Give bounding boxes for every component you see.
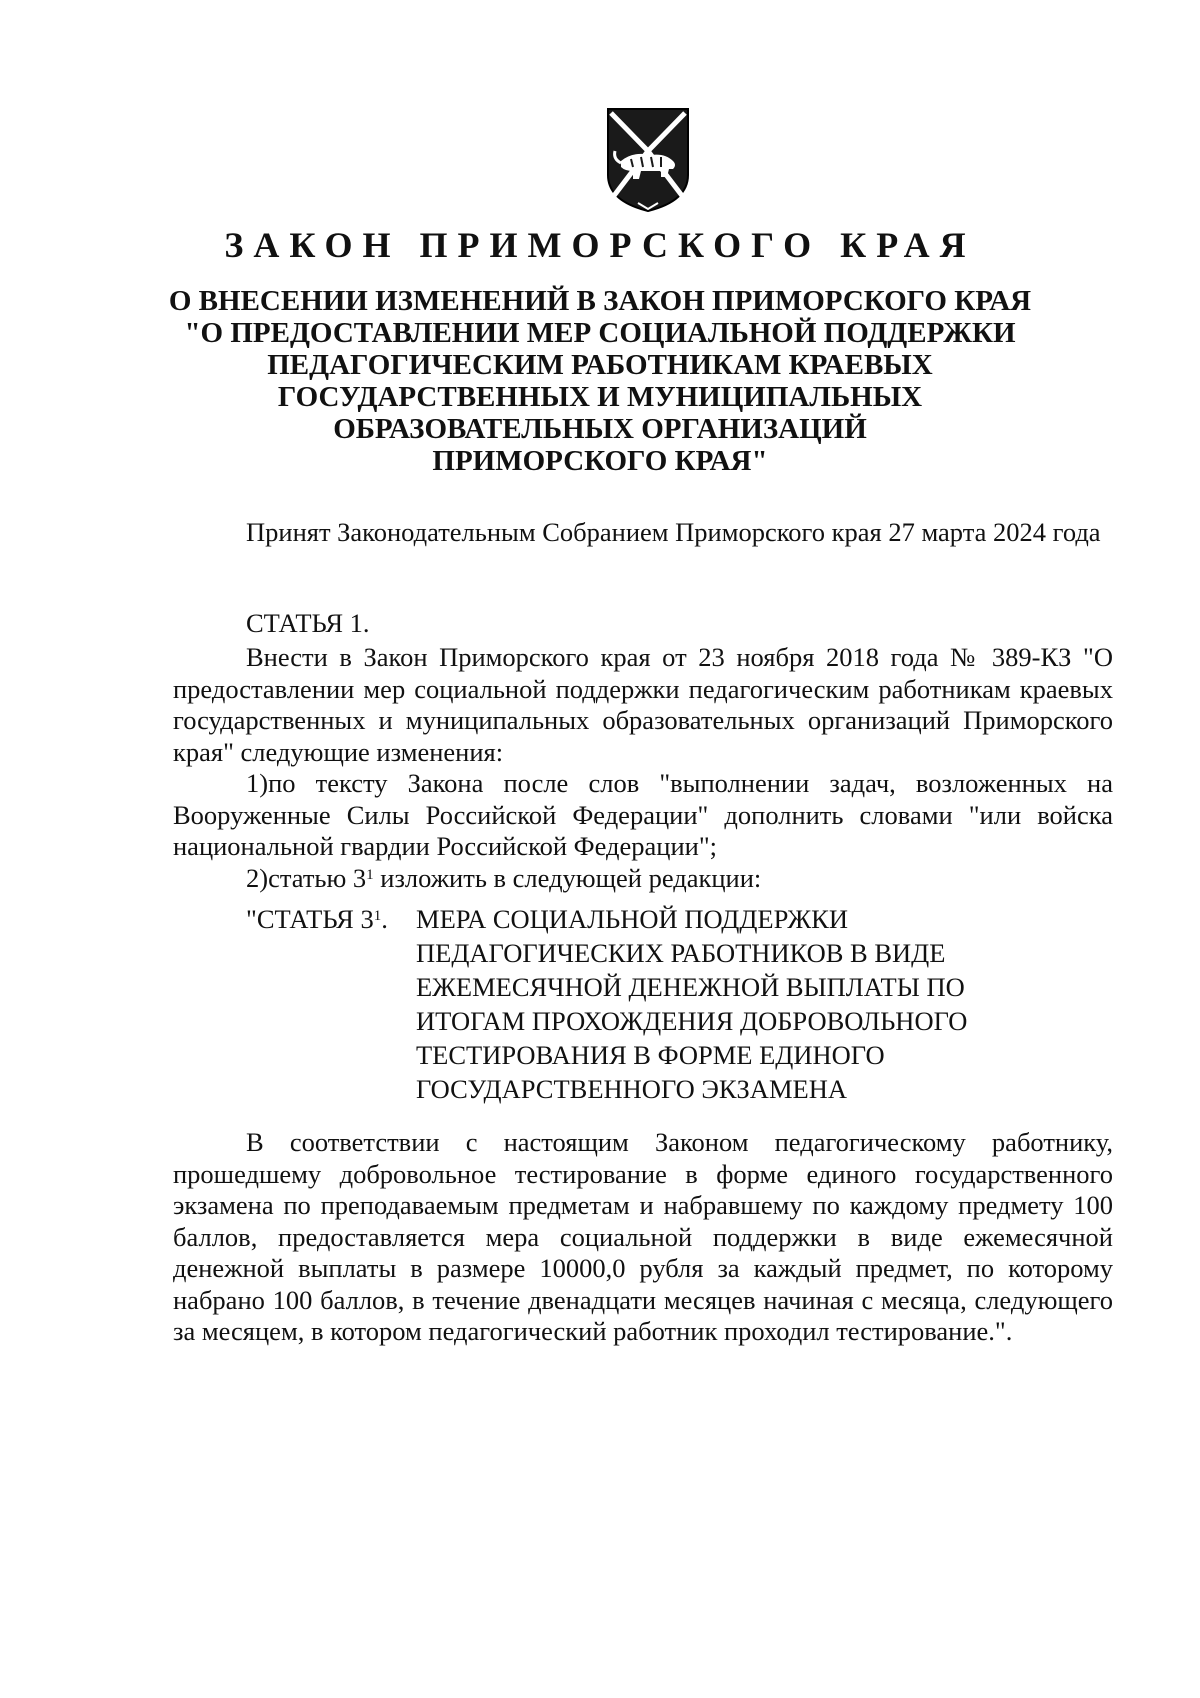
new-article-label-suffix: . — [381, 904, 388, 934]
article-1-item-2 — [173, 863, 1113, 895]
subtitle-line: ОБРАЗОВАТЕЛЬНЫХ ОРГАНИЗАЦИЙ — [333, 413, 867, 445]
item-2-superscript: 1 — [366, 866, 374, 883]
primorsky-krai-coat-of-arms-icon — [603, 105, 693, 215]
new-article-label — [246, 902, 388, 936]
adoption-note: Принят Законодательным Собранием Приморского края 27 марта 2024 года — [246, 517, 1101, 547]
law-subtitle — [150, 285, 1050, 477]
subtitle-line: ГОСУДАРСТВЕННЫХ И МУНИЦИПАЛЬНЫХ — [277, 381, 923, 413]
new-article-paragraph: В соответствии с настоящим Законом педагогическому работнику, прошедшему добровольное тестирование в форме единого государственного экзамена по преподаваемым предметам и набравшему по каждому предмету 100 баллов, предоставляется мера социальной поддержки в виде ежемесячной денежной выплаты в размере 10000,0 рубля за каждый предмет, по которому набрано 100 баллов, в течение двенадцати месяцев начиная с месяца, следующего за месяцем, в котором педагогический работник проходил тестирование.". — [173, 1127, 1113, 1346]
article-1-body — [173, 642, 1113, 894]
article-1-item-1: 1)по тексту Закона после слов "выполнении задач, возложенных на Вооруженные Силы Российской Федерации" дополнить словами "или войска национальной гвардии Российской Федерации"; — [173, 768, 1113, 861]
article-1-intro: Внести в Закон Приморского края от 23 ноября 2018 года № 389-КЗ "О предоставлении мер социальной поддержки педагогическим работникам краевых государственных и муниципальных образовательных организаций Приморского края" следующие изменения: — [173, 642, 1113, 767]
new-article-title-line: ГОСУДАРСТВЕННОГО ЭКЗАМЕНА — [416, 1074, 847, 1104]
article-1-heading: СТАТЬЯ 1. — [246, 608, 370, 638]
new-article-label-prefix: "СТАТЬЯ 3 — [246, 904, 374, 934]
subtitle-line: ПЕДАГОГИЧЕСКИМ РАБОТНИКАМ КРАЕВЫХ — [267, 349, 933, 381]
new-article-title — [416, 902, 1106, 1106]
new-article-label-superscript: 1 — [373, 908, 382, 924]
new-article-title-line: МЕРА СОЦИАЛЬНОЙ ПОДДЕРЖКИ — [416, 904, 848, 934]
new-article-title-line: ПЕДАГОГИЧЕСКИХ РАБОТНИКОВ В ВИДЕ — [416, 938, 946, 968]
item-2-suffix: изложить в следующей редакции: — [373, 862, 762, 893]
subtitle-line: ПРИМОРСКОГО КРАЯ" — [432, 445, 768, 477]
subtitle-line: "О ПРЕДОСТАВЛЕНИИ МЕР СОЦИАЛЬНОЙ ПОДДЕРЖКИ — [184, 317, 1016, 349]
subtitle-line: О ВНЕСЕНИИ ИЗМЕНЕНИЙ В ЗАКОН ПРИМОРСКОГО КРАЯ — [168, 285, 1032, 317]
item-2-prefix: 2)статью 3 — [246, 862, 367, 893]
law-title: ЗАКОН ПРИМОРСКОГО КРАЯ — [224, 225, 976, 265]
new-article-title-line: ТЕСТИРОВАНИЯ В ФОРМЕ ЕДИНОГО — [416, 1040, 885, 1070]
new-article-title-line: ИТОГАМ ПРОХОЖДЕНИЯ ДОБРОВОЛЬНОГО — [416, 1006, 968, 1036]
new-article-body — [173, 1127, 1113, 1348]
new-article-title-line: ЕЖЕМЕСЯЧНОЙ ДЕНЕЖНОЙ ВЫПЛАТЫ ПО — [416, 972, 965, 1002]
